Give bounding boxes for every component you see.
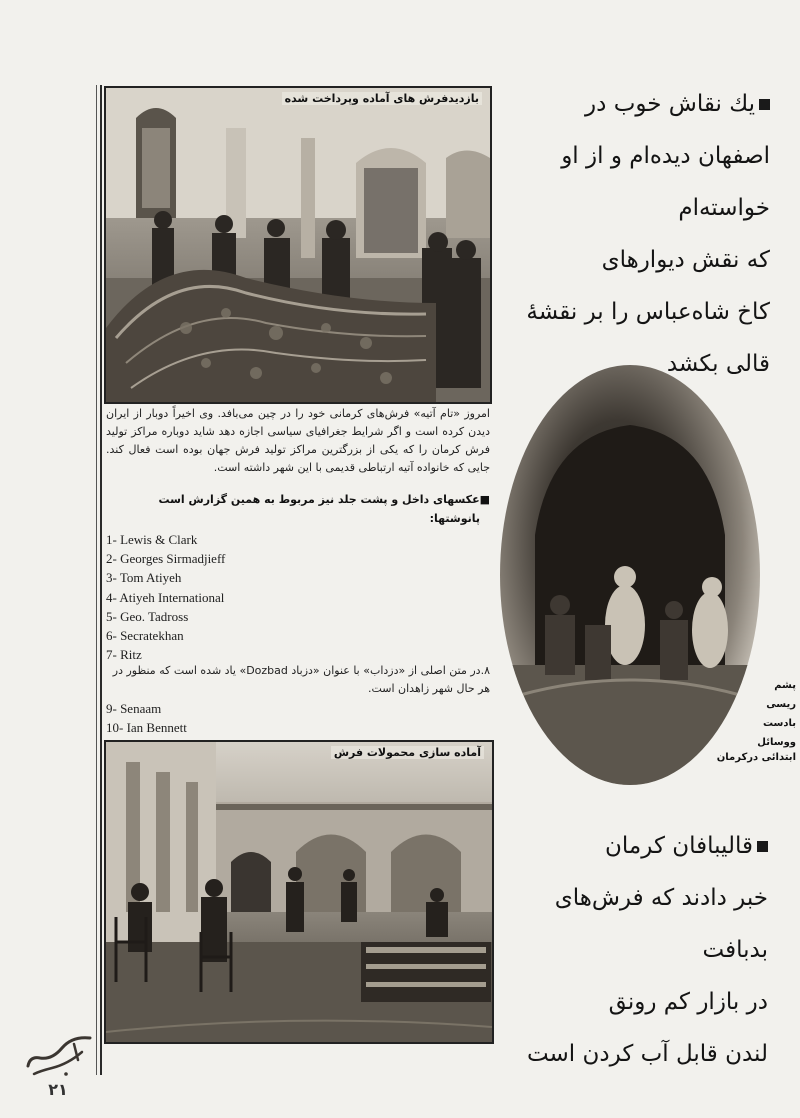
caption-line: پشم [774, 680, 796, 691]
footnote-item: 10- Ian Bennett [106, 720, 187, 736]
oval-photo-caption-last-line: ابتدائی درکرمان [716, 752, 796, 763]
column-rule-thin [96, 85, 97, 1075]
caption-line: ریسی [766, 699, 796, 710]
carpet-shipment-illustration [106, 742, 492, 1042]
footnotes-list [106, 530, 406, 664]
wool-spinning-illustration [500, 365, 760, 785]
footnote-item: 3- Tom Atiyeh [106, 570, 182, 586]
square-bullet-icon [759, 99, 770, 110]
oval-photo-caption [736, 676, 796, 752]
quote-line: لندن قابل آب كردن است [526, 1041, 768, 1067]
kerman-calligraphy-logo [22, 1030, 96, 1078]
pull-quote-weavers [498, 820, 768, 1080]
footnote-item: 2- Georges Sirmadjieff [106, 551, 226, 567]
quote-line: كاخ شاه‌عباس را بر نقشهٔ [526, 299, 770, 325]
kerman-magazine-logo [22, 1030, 96, 1078]
footnote-item: 9- Senaam [106, 701, 162, 716]
page-number: ۲۱ [48, 1080, 68, 1099]
footnotes-heading: پانوشتها: [429, 512, 480, 525]
footnote-item: 4- Atiyeh International [106, 589, 225, 605]
footnote-item: 1- Lewis & Clark [106, 532, 198, 547]
caption-line: بادست [762, 718, 796, 729]
quote-line: كه نقش دیوارهای [601, 247, 770, 273]
bottom-photo-caption: آماده سازی محمولات فرش [331, 746, 484, 759]
square-bullet-icon [757, 841, 768, 852]
quote-line: خبر دادند كه فرش‌های [554, 885, 768, 911]
footnote-item: 6- Secratekhan [106, 627, 184, 643]
carpet-inspection-photo [104, 86, 492, 404]
photo-description: امروز «تام آتیه» فرش‌های کرمانی خود را در چین می‌بافد. وی اخیراً دوبار از ایران دیدن کرده است و اگر شرایط جغرافیای سیاسی اجازه دهد شاید دوباره مراکز تولید فرش کرمان را که یکی از بزرگترین مراکز تولید فرش جهان بوده است فعال کند. جایی که خانواده آتیه ارتباطی قدیمی با این شهر داشته است. [106, 407, 490, 474]
footnote-item: 5- Geo. Tadross [106, 608, 189, 624]
footnote-item: 7- Ritz [106, 647, 142, 663]
quote-line: قالیبافان كرمان [498, 820, 768, 872]
caption-line: ووسائل [757, 737, 796, 748]
quote-line: قالی بكشد [666, 351, 770, 377]
quote-line: یك نقاش خوب در [500, 78, 770, 130]
carpet-inspection-illustration [106, 88, 490, 402]
top-photo-caption: بازدیدفرش های آماده وپرداخت شده [282, 92, 482, 105]
photos-note: ■عکسهای داخل و پشت جلد نیز مربوط به همین گزارش است [158, 493, 490, 506]
footnote-8: ۸.در متن اصلی از «دزداب» با عنوان «دزباد Dozbad» یاد شده است که منظور در هر حال شهر زاهدان است. [112, 664, 490, 695]
footnotes-list-tail [106, 699, 406, 737]
carpet-shipment-photo [104, 740, 494, 1044]
pull-quote-painter [500, 78, 770, 390]
column-rule [100, 85, 102, 1075]
wool-spinning-oval-photo [500, 365, 760, 785]
quote-line: در بازار كم رونق [608, 989, 768, 1015]
quote-line: اصفهان دیده‌ام و از او خواسته‌ام [561, 143, 770, 221]
quote-line: بدبافت [702, 937, 768, 963]
